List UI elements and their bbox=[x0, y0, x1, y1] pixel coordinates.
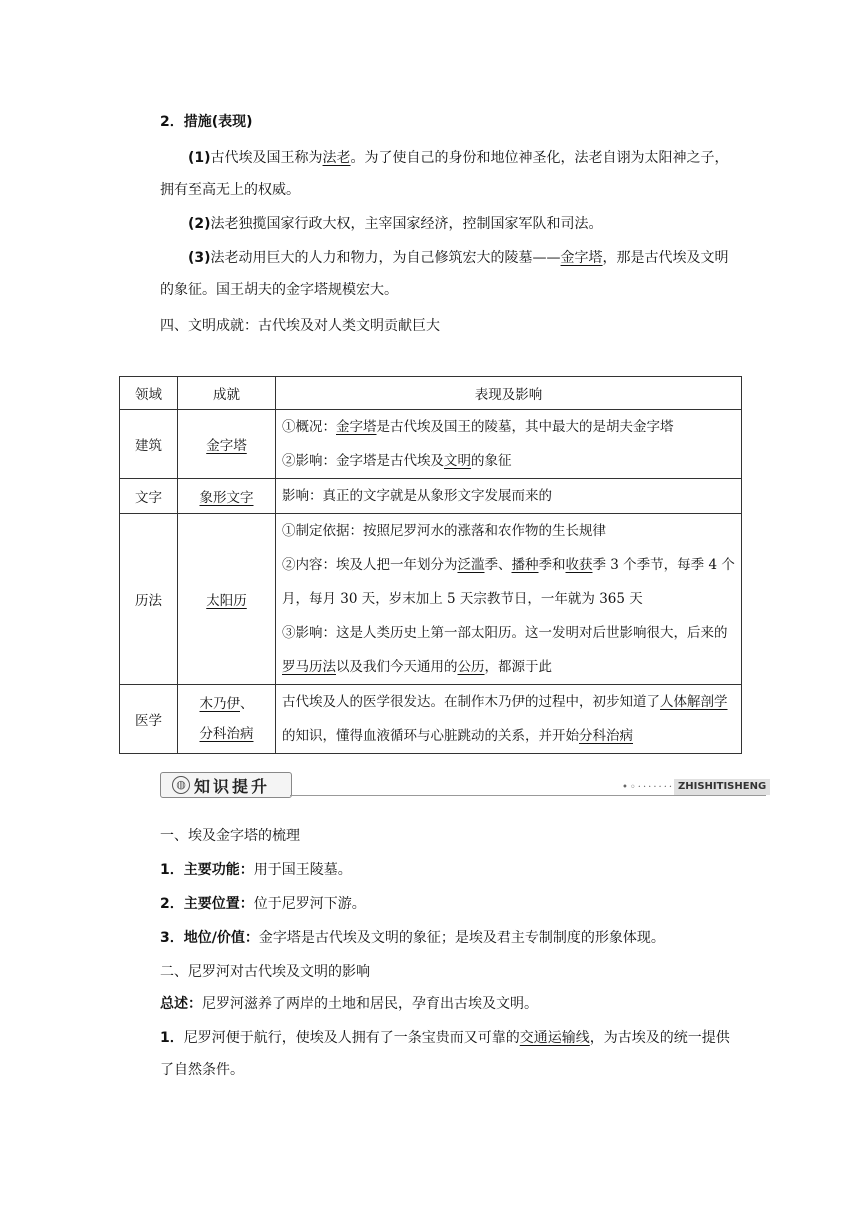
impact-cell: ①概况：金字塔是古代埃及国王的陵墓，其中最大的是胡夫金字塔 ②影响：金字塔是古代埃及文明的象征 bbox=[276, 410, 742, 479]
knowledge-summary: 总述：尼罗河滋养了两岸的土地和居民，孕育出古埃及文明。 bbox=[160, 996, 538, 1012]
achievement-cell: 象形文字 bbox=[178, 479, 276, 514]
impact-cell: ①制定依据：按照尼罗河水的涨落和农作物的生长规律 ②内容：埃及人把一年划分为泛滥季、播种季和收获季 3 个季节，每季 4 个月，每月 30 天，岁末加上 5 天宗教节日，一年就为 365 天 ③影响：这是人类历史上第一部太阳历。这一发明对后世影响很大，后来的罗马历法以及我们今天通用的公历，都源于此 bbox=[276, 514, 742, 685]
field-cell: 建筑 bbox=[120, 410, 178, 479]
measures-item-2: (2)法老独揽国家行政大权，主宰国家经济，控制国家军队和司法。 bbox=[188, 216, 603, 232]
impact-cell: 影响：真正的文字就是从象形文字发展而来的 bbox=[276, 479, 742, 514]
banner-tag: ZHISHITISHENG bbox=[674, 779, 770, 795]
globe-icon: ◍ bbox=[172, 776, 190, 794]
knowledge-point-3: 3．地位/价值：金字塔是古代埃及文明的象征；是埃及君主专制制度的形象体现。 bbox=[160, 930, 665, 946]
knowledge-banner bbox=[160, 770, 766, 798]
measures-item-1: (1)古代埃及国王称为法老。为了使自己的身份和地位神圣化，法老自诩为太阳神之子，拥有至高无上的权威。 bbox=[160, 150, 729, 198]
achievement-cell: 太阳历 bbox=[178, 514, 276, 685]
measures-item-3: (3)法老动用巨大的人力和物力，为自己修筑宏大的陵墓——金字塔，那是古代埃及文明的象征。国王胡夫的金字塔规模宏大。 bbox=[160, 250, 729, 298]
header-achievement: 成就 bbox=[178, 377, 276, 410]
table-header-row bbox=[120, 377, 742, 410]
knowledge-point-2: 2．主要位置：位于尼罗河下游。 bbox=[160, 896, 366, 912]
table-row-architecture bbox=[120, 410, 742, 479]
header-impact: 表现及影响 bbox=[276, 377, 742, 410]
dots-icon: •◦······· bbox=[622, 782, 675, 793]
table-row-medicine bbox=[120, 685, 742, 754]
banner-rule bbox=[290, 795, 766, 796]
achievements-table bbox=[119, 376, 742, 754]
knowledge-section-2-title: 二、尼罗河对古代埃及文明的影响 bbox=[160, 964, 370, 980]
achievement-cell: 金字塔 bbox=[178, 410, 276, 479]
field-cell: 文字 bbox=[120, 479, 178, 514]
knowledge-section-1-title: 一、埃及金字塔的梳理 bbox=[160, 828, 300, 844]
impact-cell: 古代埃及人的医学很发达。在制作木乃伊的过程中，初步知道了人体解剖学的知识，懂得血液循环与心脏跳动的关系，并开始分科治病 bbox=[276, 685, 742, 754]
section-4-title: 四、文明成就：古代埃及对人类文明贡献巨大 bbox=[160, 318, 440, 334]
knowledge-point-1: 1．主要功能：用于国王陵墓。 bbox=[160, 862, 352, 878]
achievement-cell: 木乃伊、 分科治病 bbox=[178, 685, 276, 754]
knowledge-nile-point-1: 1．尼罗河便于航行，使埃及人拥有了一条宝贵而又可靠的交通运输线，为古埃及的统一提供了自然条件。 bbox=[160, 1030, 730, 1078]
banner-title: 知识提升 bbox=[194, 777, 271, 796]
table-row-writing bbox=[120, 479, 742, 514]
header-field: 领域 bbox=[120, 377, 178, 410]
measures-heading: 2．措施(表现) bbox=[160, 114, 253, 130]
table-row-calendar bbox=[120, 514, 742, 685]
field-cell: 医学 bbox=[120, 685, 178, 754]
field-cell: 历法 bbox=[120, 514, 178, 685]
